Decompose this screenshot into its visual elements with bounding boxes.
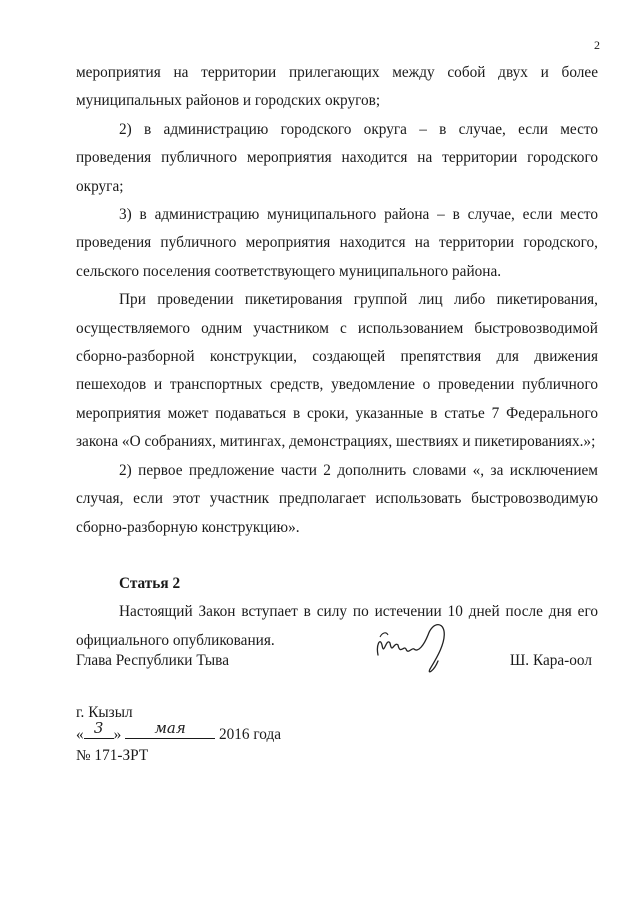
document-body [76,59,598,655]
city: г. Кызыл [76,704,133,721]
handwritten-day: 3 [93,719,104,737]
quote-open: « [76,726,84,743]
year: 2016 года [218,726,282,743]
month-blank [125,719,215,739]
document-footer [76,702,281,766]
paragraph: 2) первое предложение части 2 дополнить словами «, за исключением случая, если этот участник предполагает использовать быстровозводимую сборно-разборную конструкцию». [76,461,598,536]
signatory-name: Ш. Кара-оол [509,652,592,669]
signatory-title: Глава Республики Тыва [76,652,229,669]
quote-close: » [113,726,122,743]
day-blank [84,719,114,739]
article-text: Настоящий Закон вступает в силу по истечении 10 дней после дня его официального опубликования. [76,603,598,649]
law-number: № 171-ЗРТ [76,747,149,764]
handwritten-month: мая [154,719,186,737]
date-line [76,719,282,745]
paragraph: 3) в администрацию муниципального района – в случае, если место проведения публичного мероприятия находится на территории городского, сельского поселения соответствующего муниципального района. [76,206,598,280]
page-number: 2 [594,38,600,52]
paragraph: мероприятия на территории прилегающих между собой двух и более муниципальных районов и городских округов; [76,64,598,110]
article-heading: Статья 2 [119,574,181,592]
paragraph: При проведении пикетирования группой лиц либо пикетирования, осуществляемого одним участником с использованием быстровозводимой сборно-разборной конструкции, создающей препятствия для движения пешеходов и транспортных средств, уведомление о проведении публичного мероприятия может подаваться в сроки, указанные в статье 7 Федерального закона «О собраниях, митингах, демонстрациях, шествиях и пикетированиях.»; [76,291,598,451]
paragraph: 2) в администрацию городского округа – в случае, если место проведения публичного мероприятия находится на территории городского округа; [76,120,598,195]
signature-row [76,652,598,676]
